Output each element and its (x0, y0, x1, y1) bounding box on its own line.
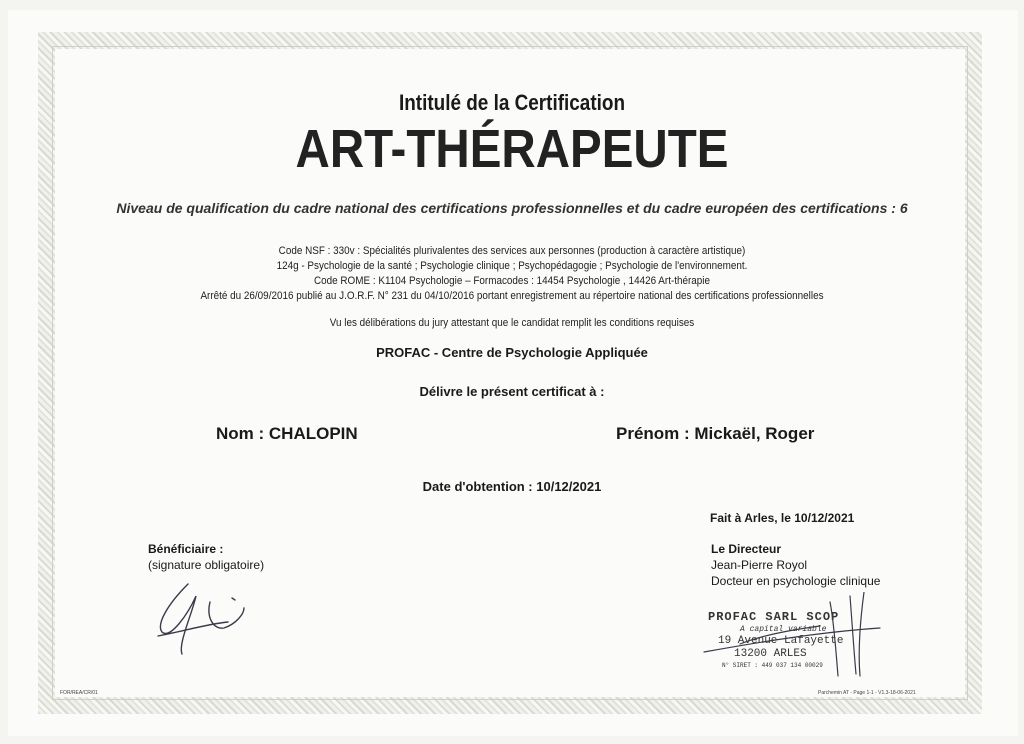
certification-intitule: Intitulé de la Certification (398, 90, 626, 115)
beneficiaire-sub: (signature obligatoire) (148, 558, 265, 572)
date-obtention: Date d'obtention : 10/12/2021 (422, 479, 602, 494)
jury-statement: Vu les délibérations du jury attestant que le candidat remplit les conditions requises (329, 317, 695, 329)
director-signature (700, 592, 890, 682)
beneficiaire-title: Bénéficiaire : (148, 542, 224, 556)
organisation-name: PROFAC - Centre de Psychologie Appliquée (376, 345, 648, 360)
certificate-title: ART-THÉRAPEUTE (295, 119, 729, 179)
code-nsf-line: Code NSF : 330v : Spécialités plurivalentes des services aux personnes (production à caractère artistique) (278, 245, 746, 257)
code-nsf-subline: 124g - Psychologie de la santé ; Psychologie clinique ; Psychopédagogie ; Psychologie de l'environnement. (276, 260, 748, 272)
qualification-level: Niveau de qualification du cadre national des certifications professionnelles et du cadre européen des certifications : 6 (116, 200, 908, 216)
stamp-address: 19 Avenue Lafayette (718, 635, 844, 647)
footer-right-ref: Parchemin AT - Page 1-1 - V1.3-18-06-2021 (818, 690, 916, 696)
arrete-line: Arrêté du 26/09/2016 publié au J.O.R.F. N° 231 du 04/10/2016 portant enregistrement au répertoire national des certifications professionnelles (200, 290, 824, 302)
holder-surname: Nom : CHALOPIN (216, 424, 358, 443)
stamp-city: 13200 ARLES (734, 648, 807, 660)
stamp-company-name: PROFAC SARL SCOP (708, 610, 840, 624)
stamp-capital: A capital variable (740, 625, 827, 634)
director-role: Docteur en psychologie clinique (711, 574, 881, 588)
code-rome-line: Code ROME : K1104 Psychologie – Formacodes : 14454 Psychologie , 14426 Art-thérapie (313, 275, 711, 287)
beneficiary-signature (148, 574, 258, 664)
footer-left-ref: FOR/REA/CR/01 (60, 690, 98, 696)
director-title: Le Directeur (711, 542, 782, 556)
stamp-siret: N° SIRET : 449 037 134 00029 (722, 662, 823, 669)
director-name: Jean-Pierre Royol (711, 558, 808, 572)
place-date: Fait à Arles, le 10/12/2021 (710, 511, 855, 525)
holder-firstname: Prénom : Mickaël, Roger (616, 424, 815, 443)
delivre-statement: Délivre le présent certificat à : (419, 384, 605, 399)
